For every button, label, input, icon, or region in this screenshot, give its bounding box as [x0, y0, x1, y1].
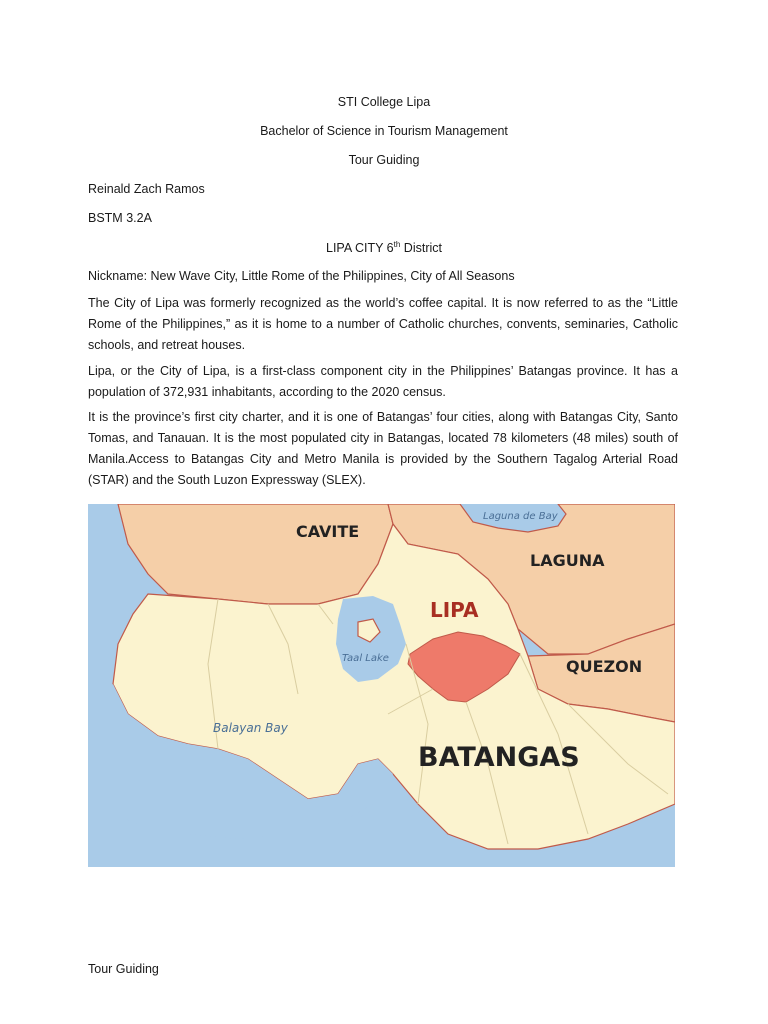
title-superscript: th: [393, 240, 401, 249]
footer-course: Tour Guiding: [88, 962, 159, 976]
cavite-label: CAVITE: [296, 522, 360, 541]
section-code: BSTM 3.2A: [88, 211, 152, 225]
paragraph-coffee-capital: The City of Lipa was formerly recognized as the world’s coffee capital. It is now referred to as the “Little Rome of the Philippines,” as it is home to a number of Catholic churches, convents, seminaries, Catholic schools, and retreat houses.: [88, 296, 678, 352]
batangas-label: BATANGAS: [418, 742, 580, 773]
student-name: Reinald Zach Ramos: [88, 182, 205, 196]
title-suffix: District: [400, 241, 442, 256]
nickname-line: Nickname: New Wave City, Little Rome of the Philippines, City of All Seasons: [88, 269, 515, 283]
lipa-location-map: [88, 504, 675, 867]
document-title: [0, 240, 768, 255]
course-name: Tour Guiding: [348, 153, 420, 167]
quezon-label: QUEZON: [566, 657, 643, 676]
program-name: Bachelor of Science in Tourism Management: [260, 124, 508, 138]
title-main: LIPA CITY 6: [326, 241, 394, 256]
lipa-label: LIPA: [430, 598, 479, 622]
laguna-de-bay-label: Laguna de Bay: [483, 511, 558, 522]
paragraph-first-class-city: Lipa, or the City of Lipa, is a first-class component city in the Philippines’ Batangas province. It has a population of 372,931 inhabitants, according to the 2020 census.: [88, 364, 678, 399]
balayan-bay-label: Balayan Bay: [213, 721, 288, 735]
paragraph-city-charter: It is the province’s first city charter, and it is one of Batangas’ four cities, along with Batangas City, Santo Tomas, and Tanauan. It is the most populated city in Batangas, located 78 kilometers (48 miles) south of Manila.Access to Batangas City and Metro Manila is provided by the Southern Tagalog Arterial Road (STAR) and the South Luzon Expressway (SLEX).: [88, 410, 678, 487]
institution-name: STI College Lipa: [337, 95, 431, 109]
taal-lake-label: Taal Lake: [342, 653, 389, 664]
laguna-label: LAGUNA: [530, 551, 605, 570]
